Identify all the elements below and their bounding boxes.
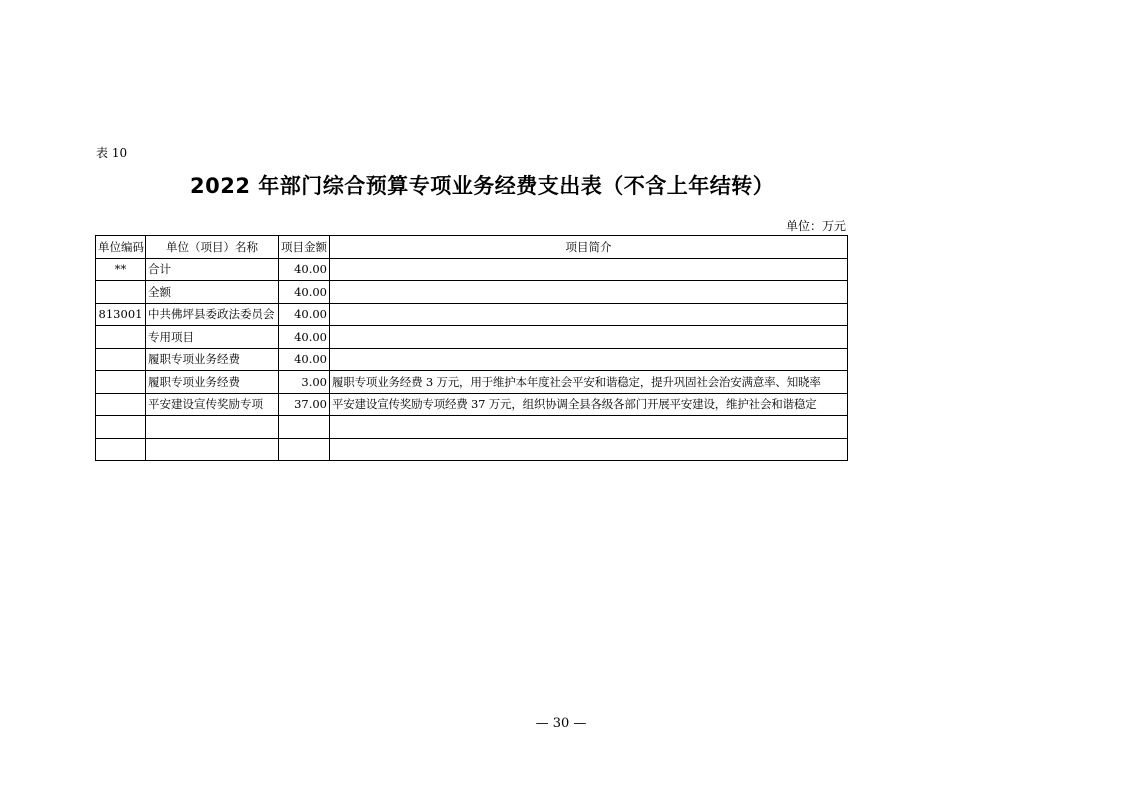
budget-table bbox=[95, 235, 848, 461]
cell-amount bbox=[279, 416, 330, 439]
cell-name bbox=[146, 416, 279, 439]
column-header-code: 单位编码 bbox=[96, 236, 146, 259]
column-header-description: 项目简介 bbox=[330, 236, 848, 259]
column-header-amount: 项目金额 bbox=[279, 236, 330, 259]
cell-name bbox=[146, 438, 279, 461]
table-row bbox=[96, 371, 848, 394]
cell-amount: 37.00 bbox=[279, 393, 330, 416]
table-row bbox=[96, 416, 848, 439]
cell-code bbox=[96, 326, 146, 349]
cell-description bbox=[330, 438, 848, 461]
unit-label: 单位：万元 bbox=[785, 219, 846, 233]
column-header-name: 单位（项目）名称 bbox=[146, 236, 279, 259]
cell-name: 全额 bbox=[146, 281, 279, 304]
cell-amount: 40.00 bbox=[279, 303, 330, 326]
cell-description bbox=[330, 303, 848, 326]
cell-name: 合计 bbox=[146, 258, 279, 281]
table-row bbox=[96, 281, 848, 304]
table-row bbox=[96, 303, 848, 326]
cell-description bbox=[330, 416, 848, 439]
cell-code: ** bbox=[96, 258, 146, 281]
table-number-label: 表 10 bbox=[96, 146, 128, 160]
cell-code bbox=[96, 281, 146, 304]
page-title: 2022 年部门综合预算专项业务经费支出表（不含上年结转） bbox=[190, 174, 775, 198]
cell-amount: 40.00 bbox=[279, 348, 330, 371]
table-row bbox=[96, 393, 848, 416]
cell-description bbox=[330, 348, 848, 371]
cell-name: 中共佛坪县委政法委员会 bbox=[146, 303, 279, 326]
cell-code bbox=[96, 371, 146, 394]
cell-amount: 3.00 bbox=[279, 371, 330, 394]
cell-name: 履职专项业务经费 bbox=[146, 371, 279, 394]
cell-description bbox=[330, 258, 848, 281]
table-row bbox=[96, 326, 848, 349]
cell-name: 履职专项业务经费 bbox=[146, 348, 279, 371]
cell-name: 专用项目 bbox=[146, 326, 279, 349]
cell-code bbox=[96, 393, 146, 416]
table-row bbox=[96, 348, 848, 371]
table-header-row bbox=[96, 236, 848, 259]
cell-description bbox=[330, 326, 848, 349]
cell-amount: 40.00 bbox=[279, 281, 330, 304]
cell-name: 平安建设宣传奖励专项 bbox=[146, 393, 279, 416]
cell-description: 平安建设宣传奖励专项经费 37 万元，组织协调全县各级各部门开展平安建设，维护社会和谐稳定 bbox=[330, 393, 848, 416]
cell-code bbox=[96, 438, 146, 461]
cell-code bbox=[96, 348, 146, 371]
cell-amount: 40.00 bbox=[279, 258, 330, 281]
table-row bbox=[96, 438, 848, 461]
page-number: — 30 — bbox=[535, 716, 587, 731]
table-row bbox=[96, 258, 848, 281]
cell-code: 813001 bbox=[96, 303, 146, 326]
cell-code bbox=[96, 416, 146, 439]
cell-description: 履职专项业务经费 3 万元，用于维护本年度社会平安和谐稳定，提升巩固社会治安满意率、知晓率 bbox=[330, 371, 848, 394]
cell-amount: 40.00 bbox=[279, 326, 330, 349]
cell-description bbox=[330, 281, 848, 304]
cell-amount bbox=[279, 438, 330, 461]
